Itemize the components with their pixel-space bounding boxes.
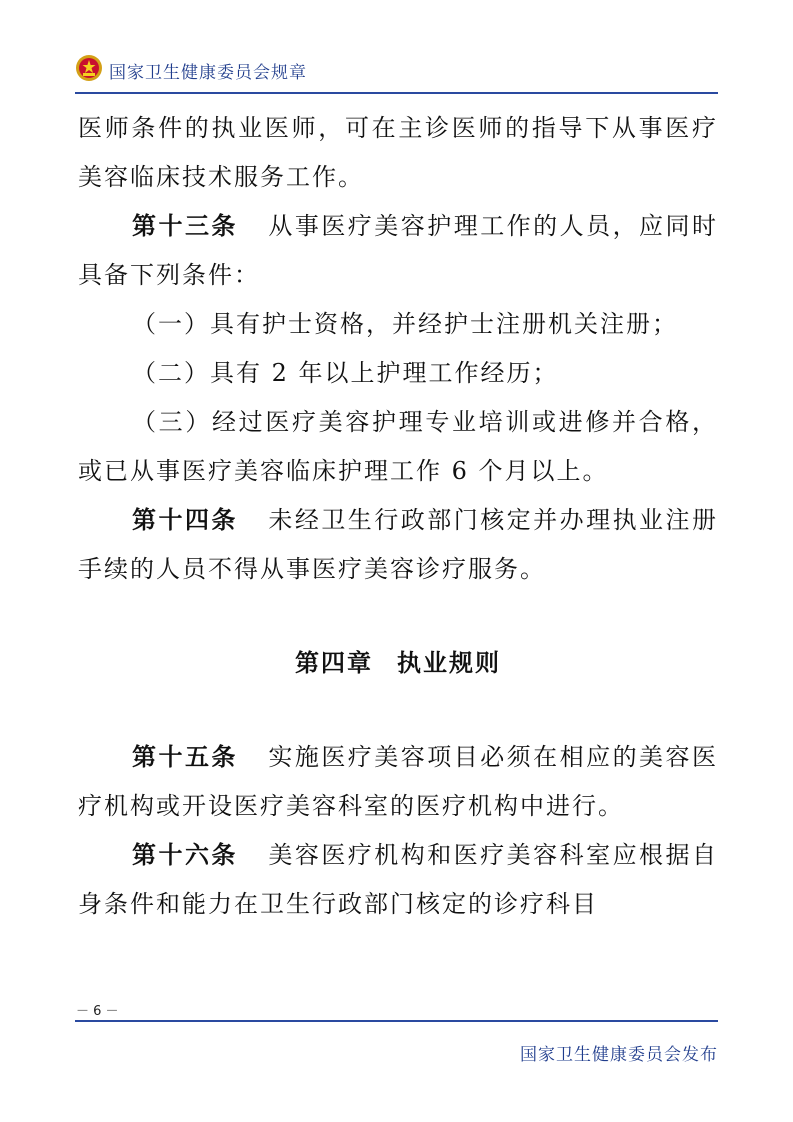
list-item: （二）具有 2 年以上护理工作经历； xyxy=(132,359,559,387)
footer-publisher: 国家卫生健康委员会发布 xyxy=(520,1045,718,1065)
article-13 xyxy=(78,202,718,300)
national-emblem-icon xyxy=(75,54,103,82)
article-text: 美容医疗机构和医疗美容科室应根据自身条件和能力在卫生行政部门核定的诊疗科目 xyxy=(78,841,719,918)
article-label: 第十五条 xyxy=(132,743,238,771)
page-header xyxy=(75,52,718,90)
article-label: 第十六条 xyxy=(132,841,238,869)
header-title: 国家卫生健康委员会规章 xyxy=(109,63,307,83)
article-16 xyxy=(78,831,718,929)
page-number: － 6 － xyxy=(76,1004,119,1019)
footer-divider xyxy=(75,1020,718,1022)
article-label: 第十四条 xyxy=(132,506,238,534)
chapter-heading xyxy=(78,639,718,688)
chapter-number: 第四章 xyxy=(295,649,373,677)
article-text: 实施医疗美容项目必须在相应的美容医疗机构或开设医疗美容科室的医疗机构中进行。 xyxy=(78,743,719,820)
article-14 xyxy=(78,496,718,594)
header-divider xyxy=(75,92,718,94)
list-item: （一）具有护士资格，并经护士注册机关注册； xyxy=(132,310,678,338)
article-15 xyxy=(78,733,718,831)
document-body xyxy=(78,104,718,929)
article-text: 从事医疗美容护理工作的人员，应同时具备下列条件： xyxy=(78,212,719,289)
paragraph: 医师条件的执业医师，可在主诊医师的指导下从事医疗美容临床技术服务工作。 xyxy=(78,114,718,191)
article-label: 第十三条 xyxy=(132,212,238,240)
chapter-title: 执业规则 xyxy=(397,649,501,677)
list-item: （三）经过医疗美容护理专业培训或进修并合格，或已从事医疗美容临床护理工作 6 个月以上。 xyxy=(78,408,718,485)
article-text: 未经卫生行政部门核定并办理执业注册手续的人员不得从事医疗美容诊疗服务。 xyxy=(78,506,719,583)
